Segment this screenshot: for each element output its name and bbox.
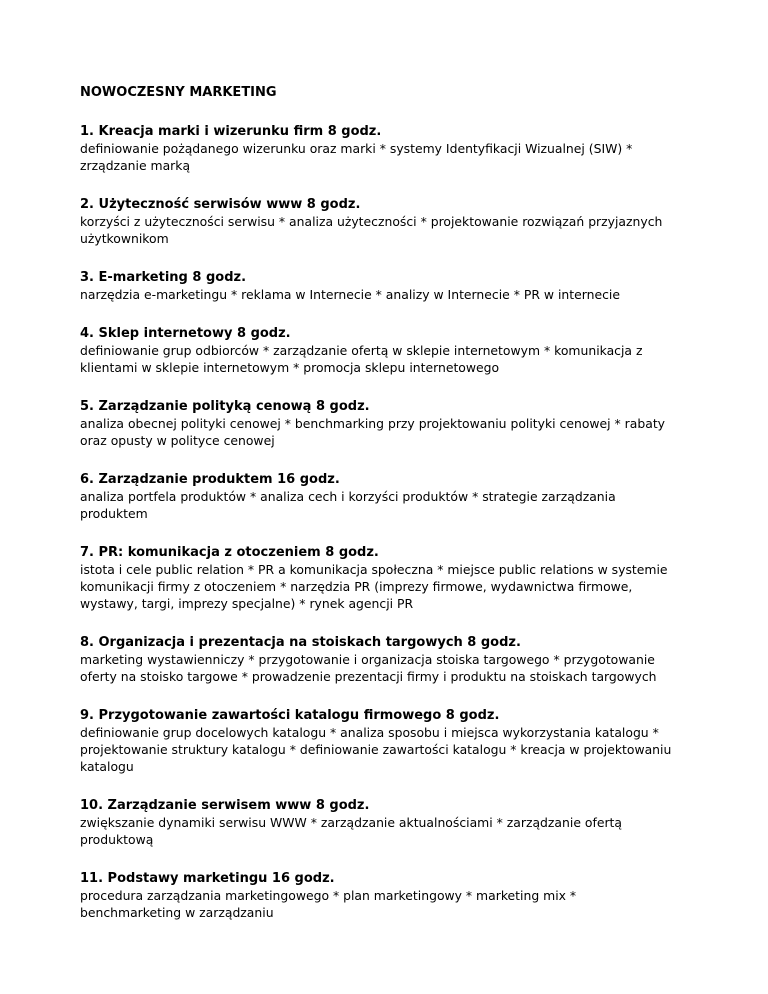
section-body: analiza portfela produktów * analiza cech i korzyści produktów * strategie zarządzania produktem	[80, 489, 616, 521]
section-6	[80, 472, 680, 522]
section-body: definiowanie grup docelowych katalogu * analiza sposobu i miejsca wykorzystania katalogu * projektowanie struktury katalogu * definiowanie zawartości katalogu * kreacja w projektowaniu katalogu	[80, 725, 672, 774]
document-page	[80, 85, 680, 944]
section-heading: 6. Zarządzanie produktem 16 godz.	[80, 472, 340, 487]
section-1	[80, 124, 680, 174]
section-heading: 4. Sklep internetowy 8 godz.	[80, 326, 291, 341]
section-heading: 11. Podstawy marketingu 16 godz.	[80, 871, 335, 886]
section-3	[80, 270, 680, 303]
section-body: definiowanie grup odbiorców * zarządzanie ofertą w sklepie internetowym * komunikacja z klientami w sklepie internetowym * promocja sklepu internetowego	[80, 343, 643, 375]
section-heading: 10. Zarządzanie serwisem www 8 godz.	[80, 798, 370, 813]
section-body: procedura zarządzania marketingowego * plan marketingowy * marketing mix * benchmarketing w zarządzaniu	[80, 888, 577, 920]
document-title: NOWOCZESNY MARKETING	[80, 85, 277, 100]
section-body: analiza obecnej polityki cenowej * benchmarking przy projektowaniu polityki cenowej * rabaty oraz opusty w polityce cenowej	[80, 416, 666, 448]
section-body: marketing wystawienniczy * przygotowanie i organizacja stoiska targowego * przygotowanie oferty na stoisko targowe * prowadzenie prezentacji firmy i produktu na stoiskach targowych	[80, 652, 657, 684]
section-body: korzyści z użyteczności serwisu * analiza użyteczności * projektowanie rozwiązań przyjaznych użytkownikom	[80, 214, 663, 246]
section-heading: 1. Kreacja marki i wizerunku firm 8 godz.	[80, 124, 382, 139]
section-body: definiowanie pożądanego wizerunku oraz marki * systemy Identyfikacji Wizualnej (SIW) * zrządzanie marką	[80, 141, 633, 173]
section-heading: 3. E-marketing 8 godz.	[80, 270, 247, 285]
section-body: narzędzia e-marketingu * reklama w Internecie * analizy w Internecie * PR w internecie	[80, 287, 620, 302]
section-body: istota i cele public relation * PR a komunikacja społeczna * miejsce public relations w systemie komunikacji firmy z otoczeniem * narzędzia PR (imprezy firmowe, wydawnictwa firmowe, wystawy, targi, imprezy specjalne) * rynek agencji PR	[80, 562, 668, 611]
section-2	[80, 197, 680, 247]
section-heading: 7. PR: komunikacja z otoczeniem 8 godz.	[80, 545, 379, 560]
section-5	[80, 399, 680, 449]
section-heading: 9. Przygotowanie zawartości katalogu firmowego 8 godz.	[80, 708, 500, 723]
section-10	[80, 798, 680, 848]
section-heading: 5. Zarządzanie polityką cenową 8 godz.	[80, 399, 370, 414]
section-heading: 8. Organizacja i prezentacja na stoiskach targowych 8 godz.	[80, 635, 521, 650]
section-11	[80, 871, 680, 921]
section-heading: 2. Użyteczność serwisów www 8 godz.	[80, 197, 361, 212]
section-4	[80, 326, 680, 376]
section-8	[80, 635, 680, 685]
section-body: zwiększanie dynamiki serwisu WWW * zarządzanie aktualnościami * zarządzanie ofertą produktową	[80, 815, 622, 847]
section-9	[80, 708, 680, 775]
section-7	[80, 545, 680, 612]
